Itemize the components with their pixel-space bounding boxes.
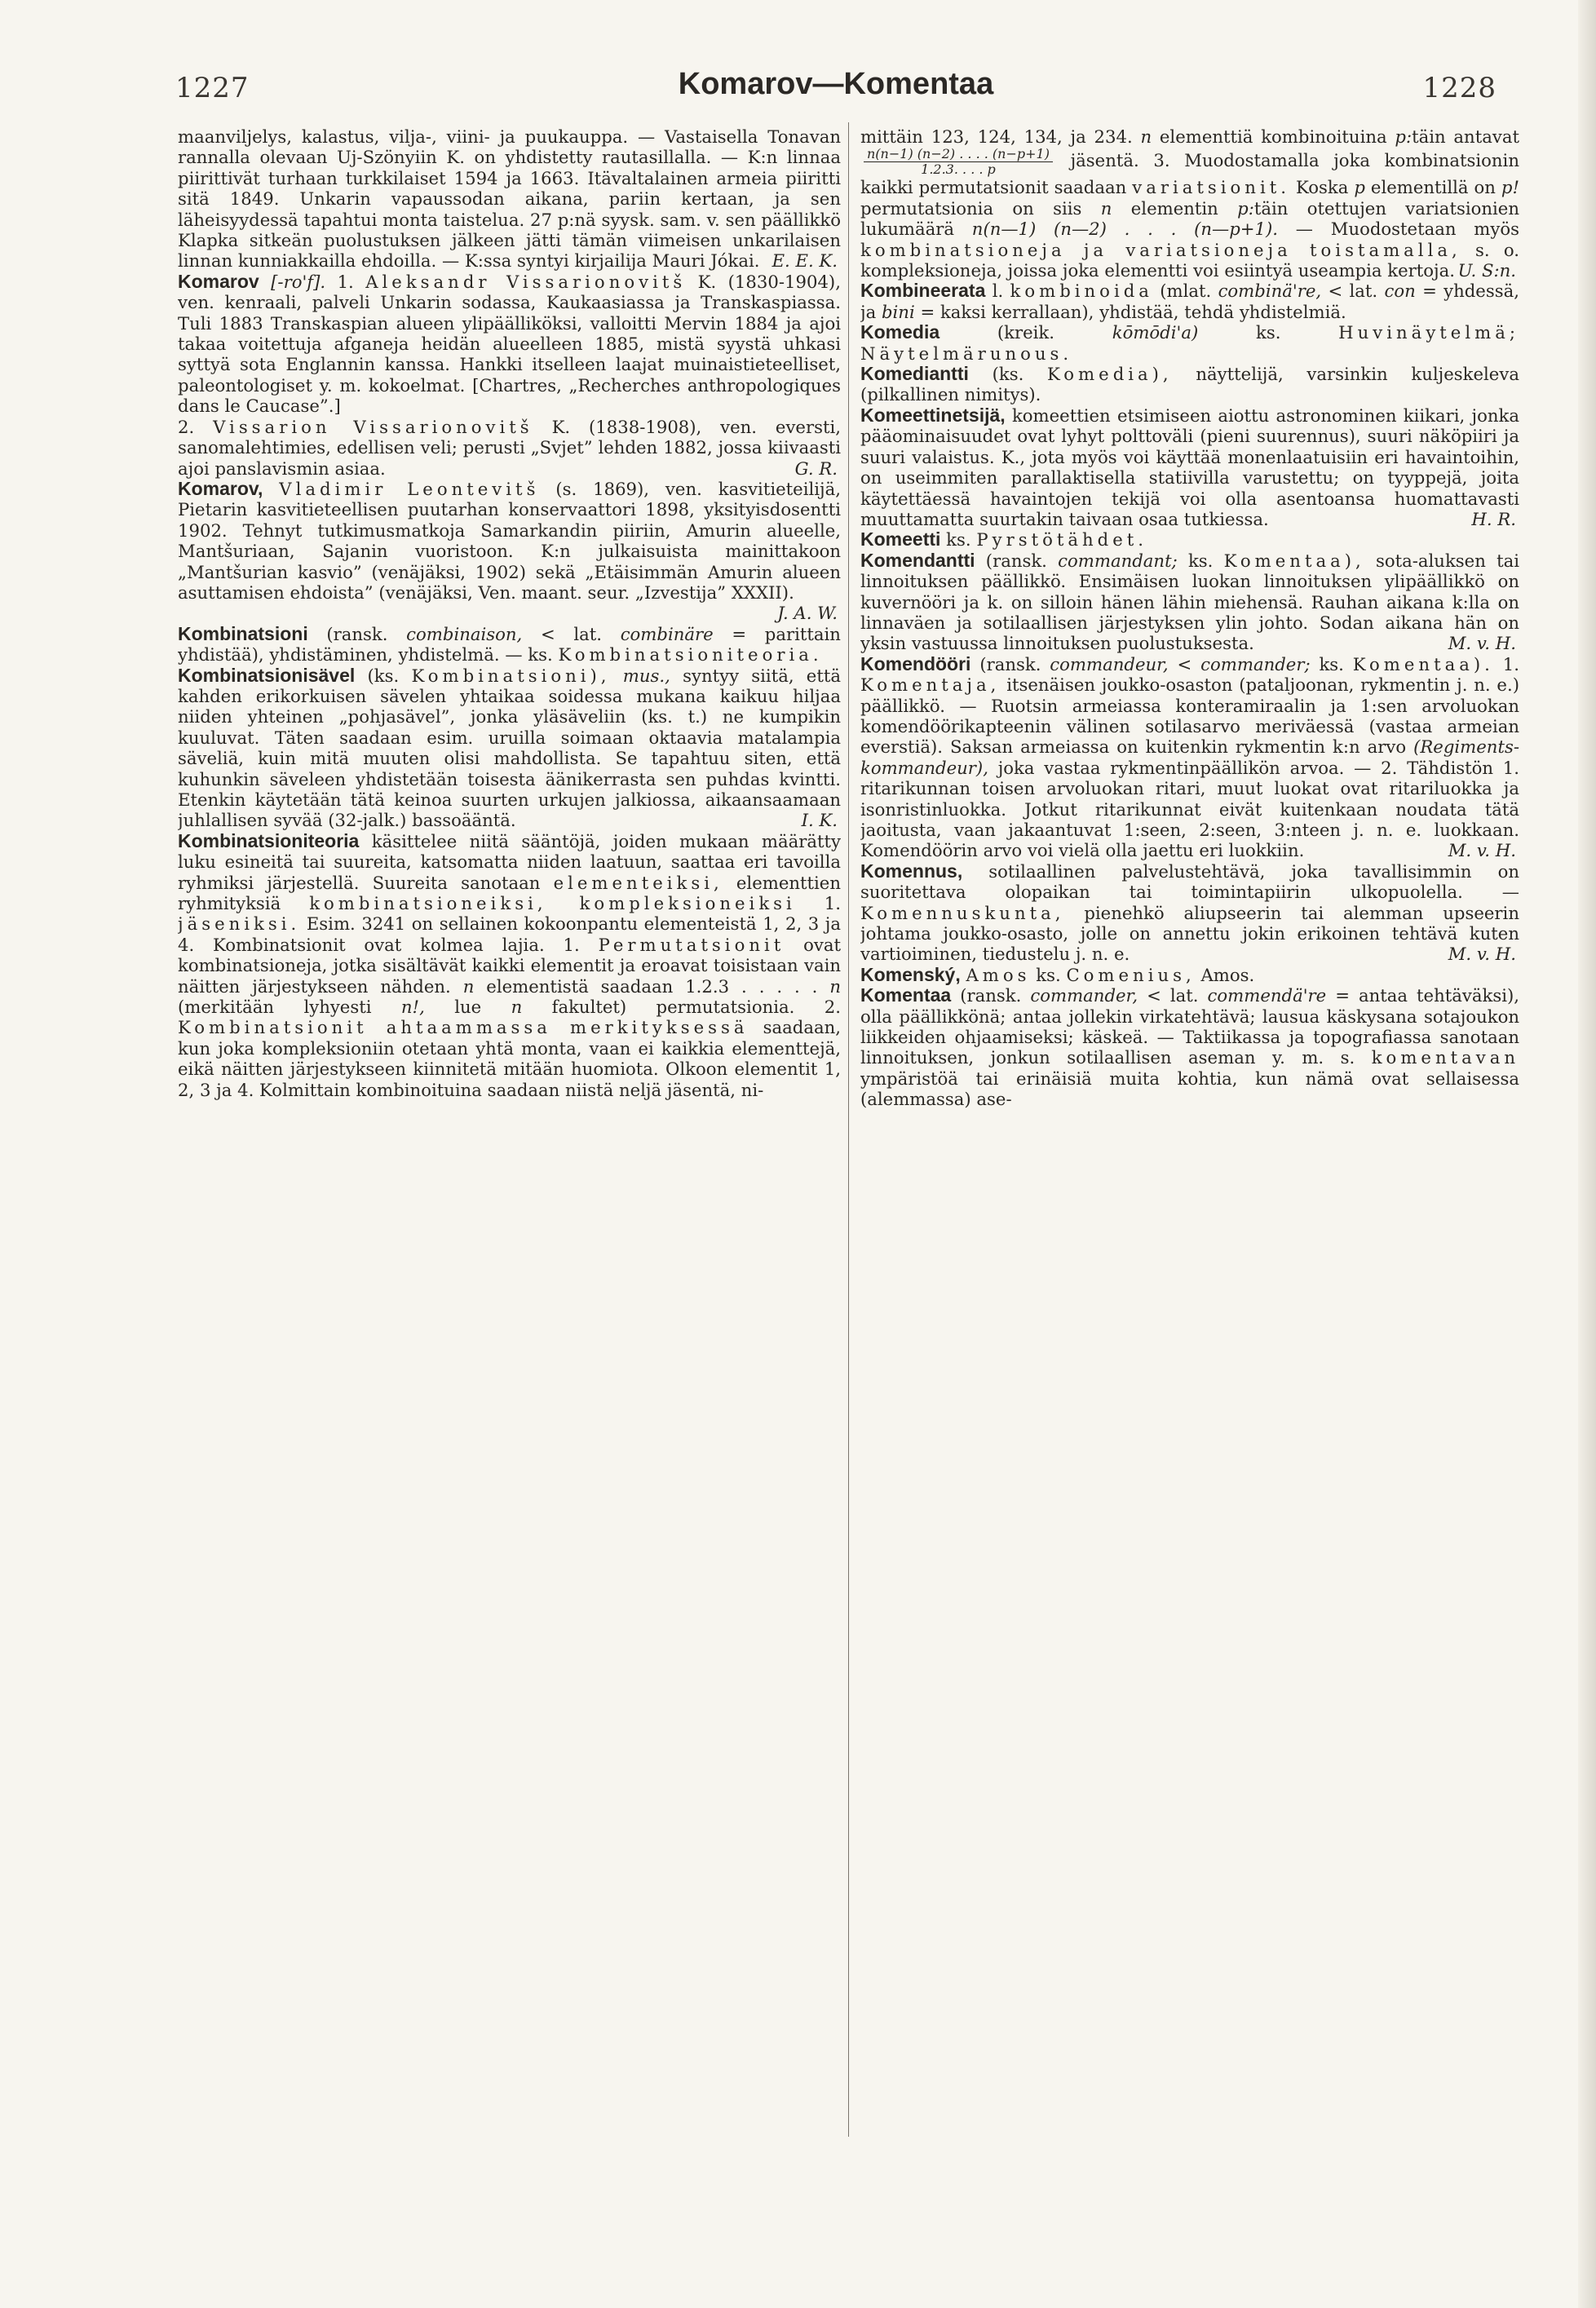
entry-kombinatsionisavel: Kombinatsionisävel (ks. Kombinatsioni), mus., syntyy siitä, että kahden erikorkuisen sävelen yhtaikaa soidessa mukana kaikuu hiljaa niiden yhteinen „pohjasävel”, jonka yläsäveliin (ks. t.) ne kumpikin kuuluvat. Täten saadaan esim. uruilla soimaan oktaavia matalampia säveliä, kuin mitä muuten olisi mahdollista. Se tapahtuu siten, että kuhunkin säveleen yhdistetään toisesta äänikerrasta sen puhdas kvintti. Etenkin käytetään tätä keinoa suurten urkujen jalkiossa, aikaansaamaan juhlallisen syvää (32-jalk.) bassoääntä. I. K. [178, 664, 841, 831]
page-number-left: 1227 [175, 72, 250, 104]
signature: M. v. H. [1448, 840, 1516, 861]
headword: Komenský, [860, 963, 961, 985]
headword: Kombinatsioni [178, 622, 308, 644]
entry-komentaa: Komentaa (ransk. commander, < lat. commendä're = antaa tehtäväksi), olla päällikkönä; antaa jollekin virkatehtävä; lausua käskysana sotajoukon liikkeiden ohjaamiseksi; käskeä. — Taktiikassa ja topografiassa sanotaan linnoituksen, jonkun sotilaallisen aseman y. m. s. komentavan ympäristöä tai erinäisiä muita kohtia, kun nämä ovat sellaisessa (alemmassa) ase- [860, 984, 1519, 1110]
signature: M. v. H. [1448, 944, 1516, 965]
signature: J. A. W. [777, 603, 838, 624]
entry-komarov-vladimir: Komarov, Vladimir Leontevitš (s. 1869), ven. kasvitieteilijä, Pietarin kasvitieteellisen puutarhan konservaattori 1898, yksityisdosentti 1902. Tehnyt tutkimusmatkoja Samarkandin piiriin, Amurin alueelle, Mantšuriaan, Sajanin vuoristoon. K:n julkaisuista mainittakoon „Mantšurian kasvio” (venäjäksi, 1902) sekä „Etäisimmän Amurin alueen asuttamisen ehdoista” (venäjäksi, Ven. maant. seur. „Izvestija” XXXII). J. A. W. [178, 477, 841, 624]
entry-komendoori: Komendööri (ransk. commandeur, < commander; ks. Komentaa). 1. Komentaja, itsenäisen joukko-osaston (pataljoonan, rykmentin j. n. e.) päällikkö. — Ruotsin armeiassa konteramiraalin ja 1:sen arvoluokan komendöörikapteenin välinen sotilasarvo meriväessä (vastaa armeian everstiä). Saksan armeiassa on kuitenkin rykmentin k:n arvo (Regiments-kommandeur), joka vastaa rykmentinpäällikön arvoa. — 2. Tähdistön 1. ritarikunnan toisen arvoluokan ritari, muut luokat ovat ritariluokka ja isonristinluokka. Jotkut ritarikunnat eivät kuitenkaan noudata tätä jaoitusta, vaan jakaantuvat 1:seen, 2:seen, 3:nteen j. n. e. luokkaan. Komendöörin arvo voi vielä olla jaettu eri luokkiin. M. v. H. [860, 652, 1519, 861]
headword: Komeetti [860, 528, 941, 550]
entry-komarov-2: 2. Vissarion Vissarionovitš K. (1838-1908), ven. eversti, sanomalehtimies, edellisen veli; perusti „Svjet” lehden 1882, jossa kiivaasti ajoi panslavismin asiaa. G. R. [178, 416, 841, 479]
entry-kombineerata: Kombineerata l. kombinoida (mlat. combinä're, < lat. con = yhdessä, ja bini = kaksi kerrallaan), yhdistää, tehdä yhdistelmiä. [860, 280, 1519, 322]
formula-fraction: $\frac{n(n-1) (n-2) . . . . (n-p+1)}{1.2.3. . . . p}$ [864, 147, 1053, 177]
headword: Komennus, [860, 860, 963, 882]
entry-komensky: Komenský, Amos ks. Comenius, Amos. [860, 963, 1255, 985]
right-column [860, 126, 1519, 2247]
headword: Komendantti [860, 549, 975, 571]
signature: H. R. [1471, 508, 1516, 529]
entry-komeetti: Komeetti ks. Pyrstötähdet. [860, 528, 1147, 550]
page-header [175, 67, 1497, 108]
entry-komediantti: Komediantti (ks. Komedia), näyttelijä, varsinkin kuljeskeleva (pilkallinen nimitys). [860, 363, 1519, 405]
headword: Komarov [178, 270, 259, 292]
headword: Kombinatsioniteoria [178, 829, 360, 851]
page-number-right: 1228 [1422, 72, 1497, 104]
headword: Komedia [860, 321, 940, 343]
left-column [178, 126, 841, 2247]
entry-komennus: Komennus, sotilaallinen palvelustehtävä, joka tavallisimmin on suoritettava olopaikan tai toimintapiirin ulkopuolella. — Komennuskunta, pienehkö aliupseerin tai alemman upseerin johtama joukko-osasto, jolle on annettu jokin erikoinen tehtävä kuten vartioiminen, tiedustelu j. n. e. M. v. H. [860, 860, 1519, 965]
entry-komarov-1: Komarov [-ro'f]. 1. Aleksandr Vissarionovitš K. (1830-1904), ven. kenraali, palveli Unkarin sodassa, Kaukaasiassa ja Transkaspiassa. Tuli 1883 Transkaspian alueen ylipäälliköksi, valloitti Mervin 1884 ja ajoi takaa voitettuja afganeja heidän alueelleen 1885, mistä syystä uhkasi syttyä sota Englannin kanssa. Hankki itselleen laajat muinaistieteelliset, paleontologiset y. m. kokoelmat. [Chartres, „Recherches anthropologiques dans le Caucase”.] [178, 270, 841, 417]
headword: Komeettinetsijä, [860, 404, 1006, 426]
entry-komarom-continued: maanviljelys, kalastus, vilja-, viini- ja puukauppa. — Vastaisella Tonavan rannalla olevaan Uj-Szönyiin K. on yhdistetty rautasillalla. — K:n linnaa piirittivät turhaan turkkilaiset 1594 ja 1663. Itävaltalainen armeia piiritti sitä 1849. Unkarin vapaussodan aikana, pariin kertaan, ja sen läheisyydessä tapahtui monta taistelua. 27 p:nä syysk. sam. v. sen päällikkö Klapka sitkeän puolustuksen jälkeen jätti tämän viimeisen unkarilaisen linnan kunniakkailla ehdoilla. — K:ssa syntyi kirjailija Mauri Jókai. E. E. K. [178, 126, 841, 272]
signature: I. K. [801, 810, 838, 831]
entry-komedia: Komedia (kreik. kōmōdi'a) ks. Huvinäytelmä; Näytelmärunous. [860, 321, 1519, 364]
headword: Komentaa [860, 984, 952, 1006]
signature: G. R. [794, 458, 838, 479]
signature: M. v. H. [1448, 633, 1516, 654]
page-edge-shadow [1578, 0, 1596, 2308]
entry-komendantti: Komendantti (ransk. commandant; ks. Komentaa), sota-aluksen tai linnoituksen päällikkö. Ensimäisen luokan linnoituksen ylipäällikkö on kuvernööri ja k. on silloin hänen lähin miehensä. Rauhan aikana k:lla on linnaväen ja sotilaallisen järjestyksen ylin johto. Sodan aikana hän on yksin vastuussa linnoituksen puolustuksesta. M. v. H. [860, 549, 1519, 654]
entry-kombinatsioniteoria: Kombinatsioniteoria käsittelee niitä sääntöjä, joiden mukaan määrätty luku esineitä tai suureita, katsomatta niiden laatuun, saattaa eri tavoilla ryhmiksi järjestellä. Suureita sanotaan elementeiksi, elementtien ryhmityksiä kombinatsioneiksi, kompleksioneiksi 1. jäseniksi. Esim. 3241 on sellainen kokoonpantu elementeistä 1, 2, 3 ja 4. Kombinatsionit ovat kolmea lajia. 1. Permutatsionit ovat kombinatsioneja, jotka sisältävät kaikki elementit ja eroavat toisistaan vain näitten järjestykseen nähden. n elementistä saadaan 1.2.3 . . . . . n (merkitään lyhyesti n!, lue n fakultet) permutatsionia. 2. Kombinatsionit ahtaammassa merkityksessä saadaan, kun joka kompleksioniin otetaan yhtä monta, vaan ei kaikkia elementtejä, eikä näitten järjestykseen kiinnitetä mitään huomiota. Olkoon elementit 1, 2, 3 ja 4. Kolmittain kombinoituina saadaan niistä neljä jäsentä, ni- [178, 829, 841, 1100]
entry-kombinatsioniteoria-continued: mittäin 123, 124, 134, ja 234. n elementtiä kombinoituina p:täin antavat $\frac{n(n-1) (n-2) . . . . (n-p+1)}{1.2.3. . . . p}$ jäsentä. 3. Muodostamalla joka kombinatsionin kaikki permutatsionit saadaan variatsionit. Koska p elementillä on p! permutatsionia on siis n elementin p:täin otettujen variatsionien lukumäärä n(n—1) (n—2) . . . (n—p+1). — Muodostetaan myös kombinatsioneja ja variatsioneja toistamalla, s. o. kompleksioneja, joissa joka elementti voi esiintyä useampia kertoja. U. S:n. [860, 126, 1519, 281]
signature: U. S:n. [1457, 260, 1516, 281]
headword: Komediantti [860, 363, 969, 385]
column-divider [848, 122, 849, 2137]
signature: E. E. K. [771, 250, 838, 272]
entry-kombinatsioni: Kombinatsioni (ransk. combinaison, < lat. combinäre = parittain yhdistää), yhdistäminen, yhdistelmä. — ks. Kombinatsioniteoria. [178, 622, 841, 665]
headword: Kombineerata [860, 280, 986, 302]
running-title: Komarov—Komentaa [678, 67, 994, 101]
entry-komeettinetsija: Komeettinetsijä, komeettien etsimiseen aiottu astronominen kiikari, jonka pääominaisuudet ovat lyhyt polttoväli (pieni suurennus), suuri näköpiiri ja suuri valaistus. K., jota myös voi käyttää monenlaatuisiin eri havaintoihin, on useimmiten parallaktisella statiivilla varustettu; on tyyppejä, joita käytettäessä havaintojen tekijä voi olla asentoansa huomattavasti muuttamatta suurtakin taivaan osaa tutkiessa. H. R. [860, 404, 1519, 529]
headword: Kombinatsionisävel [178, 664, 356, 686]
headword: Komendööri [860, 652, 971, 674]
headword: Komarov, [178, 477, 263, 499]
